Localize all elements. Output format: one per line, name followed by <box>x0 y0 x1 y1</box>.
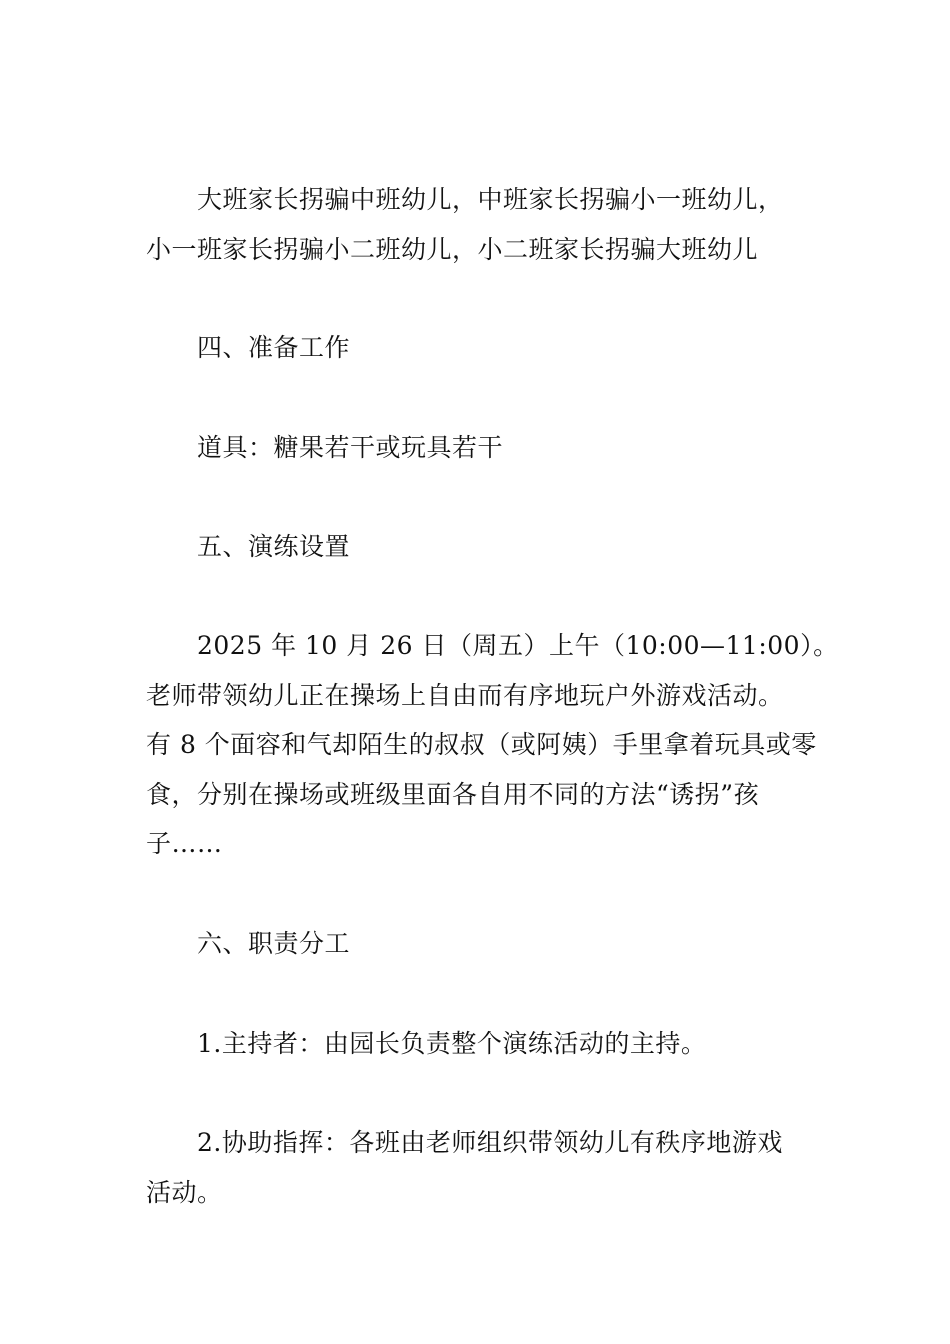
text-line: 活动。 <box>146 1177 223 1207</box>
text-line: 1.主持者：由园长负责整个演练活动的主持。 <box>197 1029 707 1058</box>
section-heading-duties <box>146 919 816 969</box>
section-heading-preparation <box>146 323 816 373</box>
text-line: 小一班家长拐骗小二班幼儿，小二班家长拐骗大班幼儿 <box>146 234 759 264</box>
text-line: 2.协助指挥：各班由老师组织带领幼儿有秩序地游戏 <box>197 1128 783 1157</box>
text-line: 有 8 个面容和气却陌生的叔叔（或阿姨）手里拿着玩具或零 <box>146 730 817 759</box>
duty-item-host <box>146 1019 816 1069</box>
text-line: 子…… <box>146 829 223 858</box>
text-line: 食，分别在操场或班级里面各自用不同的方法“诱拐”孩 <box>146 779 760 809</box>
duty-item-assist <box>146 1118 816 1217</box>
text-line: 老师带领幼儿正在操场上自由而有序地玩户外游戏活动。 <box>146 680 784 710</box>
text-line: 2025 年 10 月 26 日（周五）上午（10:00—11:00）。 <box>197 631 839 660</box>
heading-text: 六、职责分工 <box>197 929 351 958</box>
text-line: 大班家长拐骗中班幼儿，中班家长拐骗小一班幼儿， <box>197 185 784 214</box>
text-line: 道具：糖果若干或玩具若干 <box>197 433 504 462</box>
pairing-paragraph <box>146 175 816 274</box>
props-paragraph <box>146 423 816 473</box>
scenario-paragraph <box>146 621 839 869</box>
section-heading-drill-setup <box>146 522 816 572</box>
heading-text: 五、演练设置 <box>197 532 351 561</box>
heading-text: 四、准备工作 <box>197 333 351 362</box>
